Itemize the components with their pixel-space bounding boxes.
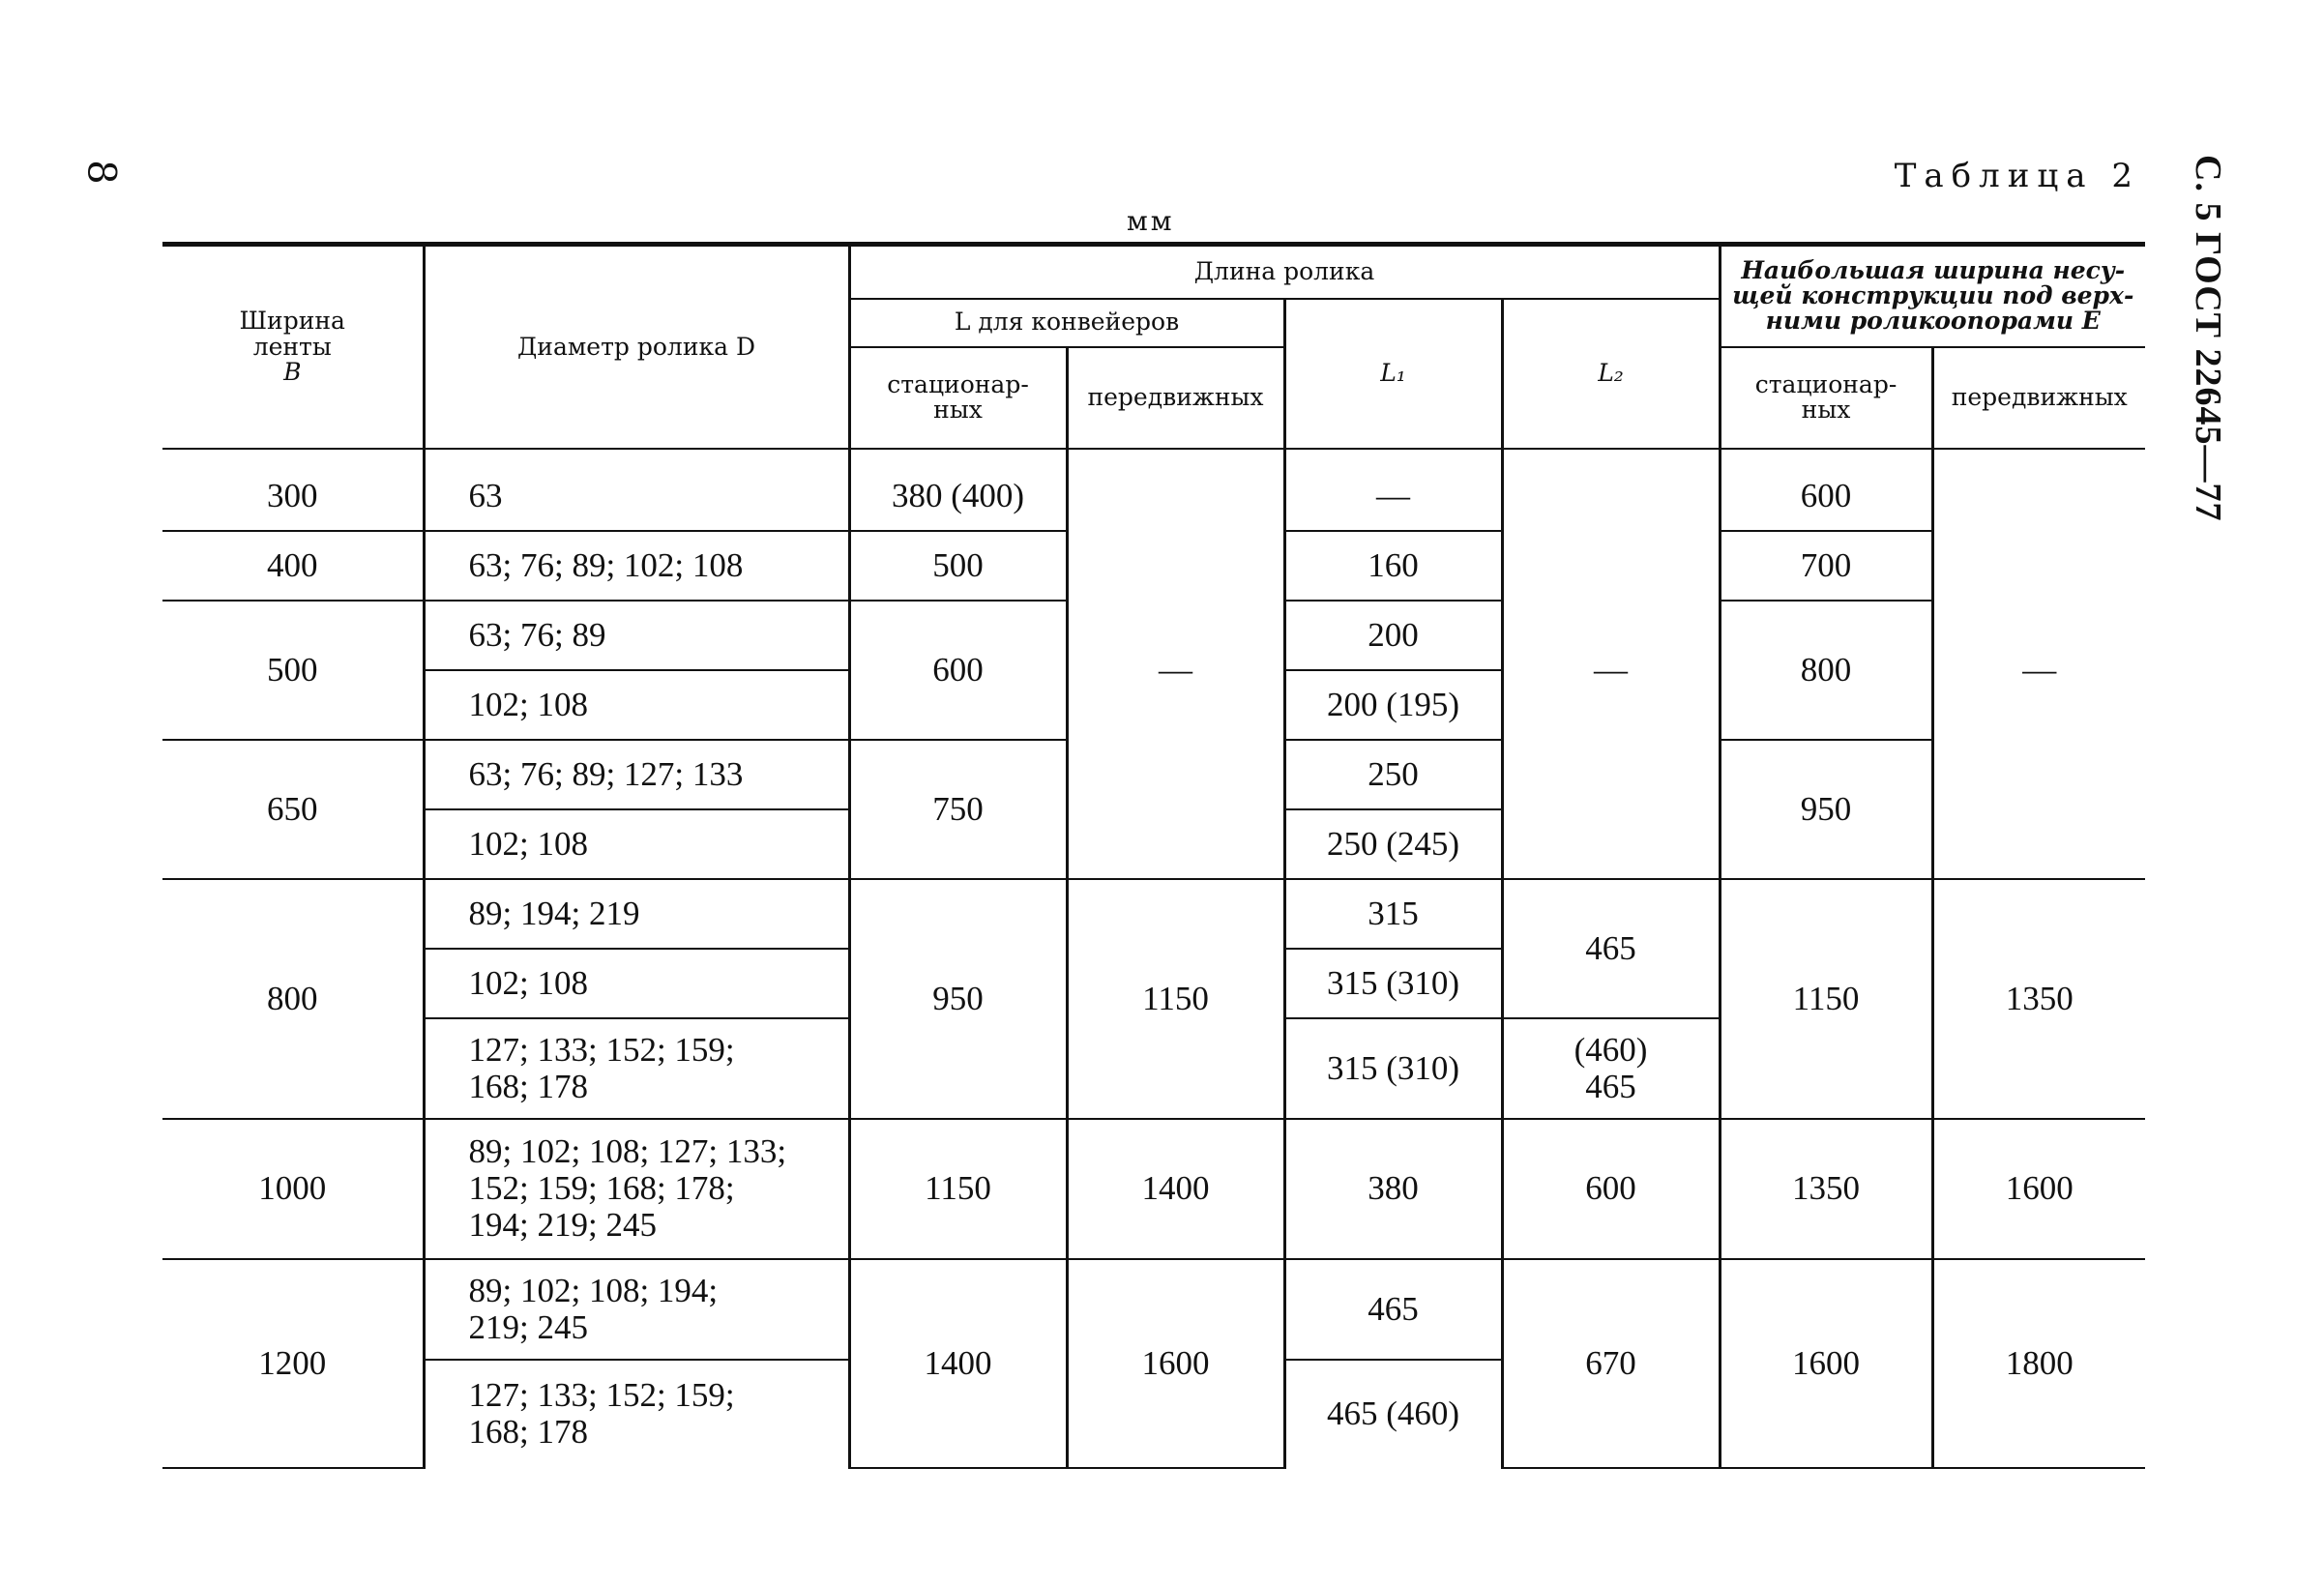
header-L-conveyors: L для конвейеров [849, 299, 1284, 347]
header-mobile: передвижных [1067, 347, 1284, 449]
cell-L1: 250 (245) [1284, 809, 1502, 879]
cell-B: 500 [162, 601, 424, 740]
cell-L-stationary: 750 [849, 740, 1067, 879]
cell-L1: 315 (310) [1284, 949, 1502, 1018]
cell-D: 63 [424, 463, 849, 531]
cell-L1: 380 [1284, 1119, 1502, 1259]
cell-D: 63; 76; 89; 127; 133 [424, 740, 849, 809]
cell-L-stationary: 1150 [849, 1119, 1067, 1259]
cell-E-stationary: 1150 [1720, 879, 1932, 1119]
cell-E-mobile: 1800 [1932, 1259, 2145, 1468]
cell-B: 300 [162, 463, 424, 531]
cell-E-stationary: 1350 [1720, 1119, 1932, 1259]
cell-D: 102; 108 [424, 949, 849, 1018]
header-belt-width: Ширина ленты B [162, 245, 424, 449]
cell-E-mobile: 1600 [1932, 1119, 2145, 1259]
cell-L2: 600 [1502, 1119, 1720, 1259]
header-L1: L₁ [1284, 299, 1502, 449]
standard-header: С. 5 ГОСТ 22645—77 [2188, 155, 2228, 522]
cell-E-stationary: 950 [1720, 740, 1932, 879]
roller-table [162, 242, 2145, 1469]
cell-E-stationary: 1600 [1720, 1259, 1932, 1468]
cell-L1: 465 [1284, 1259, 1502, 1360]
table-row [162, 879, 2145, 949]
cell-L-mobile: 1150 [1067, 879, 1284, 1119]
cell-L2: 465 [1502, 879, 1720, 1018]
header-roller-diameter: Диаметр ролика D [424, 245, 849, 449]
cell-L1: 200 [1284, 601, 1502, 670]
cell-L-stationary: 1400 [849, 1259, 1067, 1468]
cell-D: 127; 133; 152; 159; 168; 178 [424, 1018, 849, 1119]
cell-L-mobile: — [1067, 463, 1284, 879]
cell-E-stationary: 800 [1720, 601, 1932, 740]
cell-L-mobile: 1400 [1067, 1119, 1284, 1259]
cell-D: 102; 108 [424, 809, 849, 879]
units-label: мм [1127, 205, 1175, 237]
cell-E-mobile: 1350 [1932, 879, 2145, 1119]
cell-D: 63; 76; 89 [424, 601, 849, 670]
cell-E-stationary: 600 [1720, 463, 1932, 531]
cell-L1: 160 [1284, 531, 1502, 601]
cell-D: 102; 108 [424, 670, 849, 740]
cell-L-mobile: 1600 [1067, 1259, 1284, 1468]
cell-L1: 315 (310) [1284, 1018, 1502, 1119]
cell-L1: 250 [1284, 740, 1502, 809]
cell-L-stationary: 380 (400) [849, 463, 1067, 531]
cell-L-stationary: 950 [849, 879, 1067, 1119]
cell-L1: 465 (460) [1284, 1360, 1502, 1468]
cell-L2: — [1502, 463, 1720, 879]
cell-D: 63; 76; 89; 102; 108 [424, 531, 849, 601]
cell-D: 89; 102; 108; 127; 133; 152; 159; 168; 178; 194; 219; 245 [424, 1119, 849, 1259]
table-row [162, 1259, 2145, 1360]
header-E-stationary: стационар- ных [1720, 347, 1932, 449]
header-max-width: Наибольшая ширина несу- щей конструкции под верх- ними роликоопорами E [1720, 245, 2145, 347]
cell-B: 1200 [162, 1259, 424, 1468]
table-label: Таблица 2 [1894, 157, 2140, 195]
cell-L1: 315 [1284, 879, 1502, 949]
cell-L2: (460) 465 [1502, 1018, 1720, 1119]
cell-D: 127; 133; 152; 159; 168; 178 [424, 1360, 849, 1468]
cell-E-mobile: — [1932, 463, 2145, 879]
page-number: 8 [78, 160, 124, 185]
header-roller-length: Длина ролика [849, 245, 1720, 299]
cell-B: 650 [162, 740, 424, 879]
cell-D: 89; 194; 219 [424, 879, 849, 949]
table-row [162, 463, 2145, 531]
cell-L1: — [1284, 463, 1502, 531]
header-L2: L₂ [1502, 299, 1720, 449]
cell-E-stationary: 700 [1720, 531, 1932, 601]
cell-L-stationary: 600 [849, 601, 1067, 740]
cell-L1: 200 (195) [1284, 670, 1502, 740]
table-row [162, 1119, 2145, 1259]
cell-L2: 670 [1502, 1259, 1720, 1468]
cell-B: 1000 [162, 1119, 424, 1259]
cell-B: 400 [162, 531, 424, 601]
cell-D: 89; 102; 108; 194; 219; 245 [424, 1259, 849, 1360]
header-E-mobile: передвижных [1932, 347, 2145, 449]
cell-L-stationary: 500 [849, 531, 1067, 601]
header-stationary: стационар- ных [849, 347, 1067, 449]
cell-B: 800 [162, 879, 424, 1119]
